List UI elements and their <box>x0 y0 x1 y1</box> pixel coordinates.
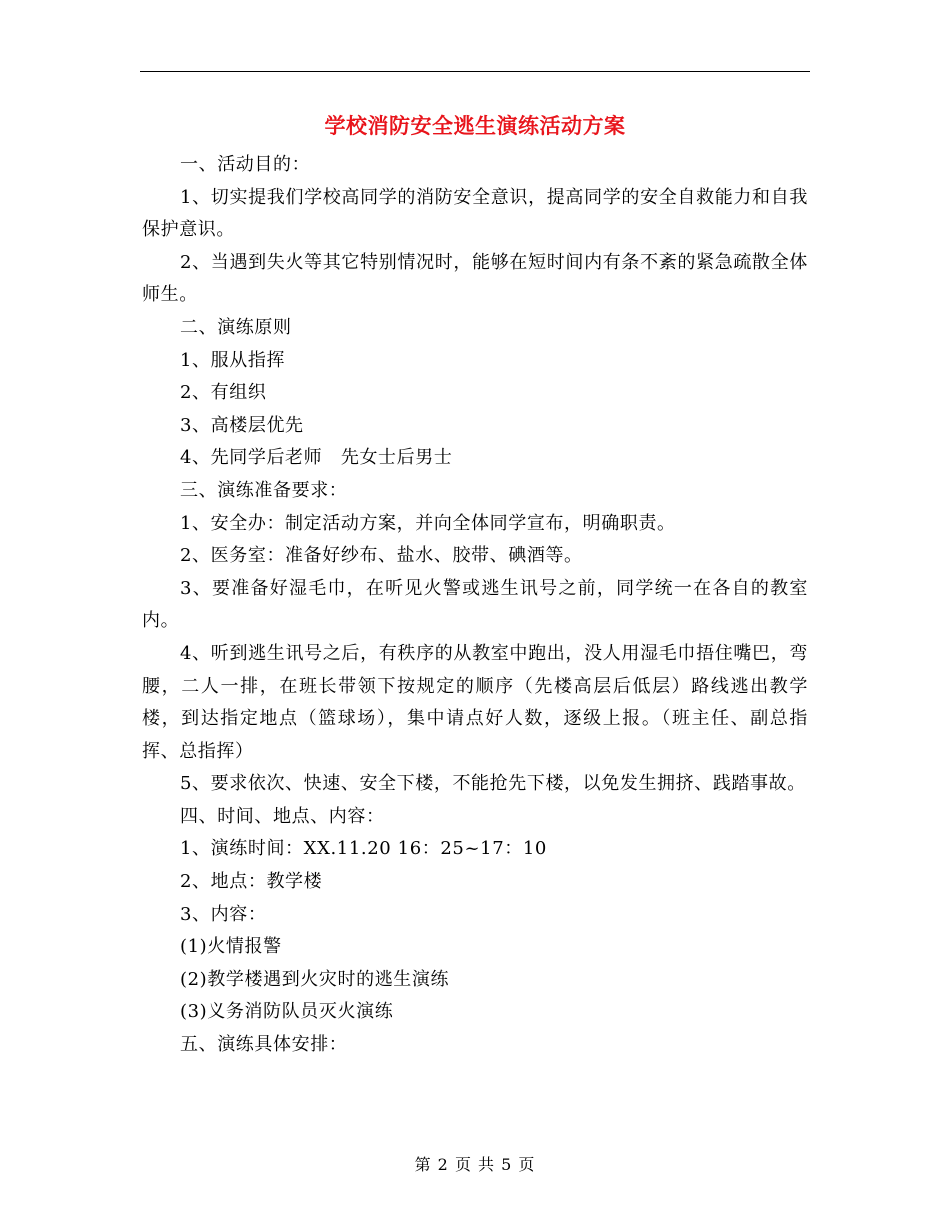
paragraph: 2、当遇到失火等其它特别情况时，能够在短时间内有条不紊的紧急疏散全体师生。 <box>142 251 808 306</box>
paragraph: 2、医务室：准备好纱布、盐水、胶带、碘酒等。 <box>180 545 583 567</box>
list-item: 3、高楼层优先 <box>180 414 304 436</box>
header-rule <box>140 71 810 72</box>
document-body <box>142 149 808 1062</box>
section-heading-principles: 二、演练原则 <box>180 316 292 338</box>
list-item: 1、服从指挥 <box>180 349 286 371</box>
list-item: 3、内容： <box>180 903 267 925</box>
section-heading-requirements: 三、演练准备要求： <box>180 479 348 501</box>
section-heading-arrangement: 五、演练具体安排： <box>180 1034 348 1056</box>
section-heading-schedule: 四、时间、地点、内容： <box>180 805 385 827</box>
list-item: 2、有组织 <box>180 382 267 404</box>
list-item: 2、地点：教学楼 <box>180 871 323 893</box>
list-item: 1、演练时间：XX.11.20 16：25~17：10 <box>180 838 547 860</box>
list-item: (1)火情报警 <box>180 936 282 958</box>
page-footer: 第 2 页 共 5 页 <box>414 1155 536 1174</box>
list-item: (3)义务消防队员灭火演练 <box>180 1001 394 1023</box>
paragraph: 5、要求依次、快速、安全下楼，不能抢先下楼，以免发生拥挤、践踏事故。 <box>180 773 806 795</box>
paragraph: 1、切实提我们学校高同学的消防安全意识，提高同学的安全自救能力和自我保护意识。 <box>142 186 808 241</box>
list-item: (2)教学楼遇到火灾时的逃生演练 <box>180 968 450 990</box>
document-title: 学校消防安全逃生演练活动方案 <box>324 113 626 138</box>
paragraph: 3、要准备好湿毛巾，在听见火警或逃生讯号之前，同学统一在各自的教室内。 <box>142 577 808 632</box>
paragraph: 4、听到逃生讯号之后，有秩序的从教室中跑出，没人用湿毛巾捂住嘴巴，弯腰，二人一排，在班长带领下按规定的顺序（先楼高层后低层）路线逃出教学楼，到达指定地点（篮球场），集中请点好人数，逐级上报。（班主任、副总指挥、总指挥） <box>142 642 808 762</box>
paragraph: 1、安全办：制定活动方案，并向全体同学宣布，明确职责。 <box>180 512 676 534</box>
list-item: 4、先同学后老师 先女士后男士 <box>180 447 453 469</box>
section-heading-purpose: 一、活动目的： <box>180 154 311 175</box>
